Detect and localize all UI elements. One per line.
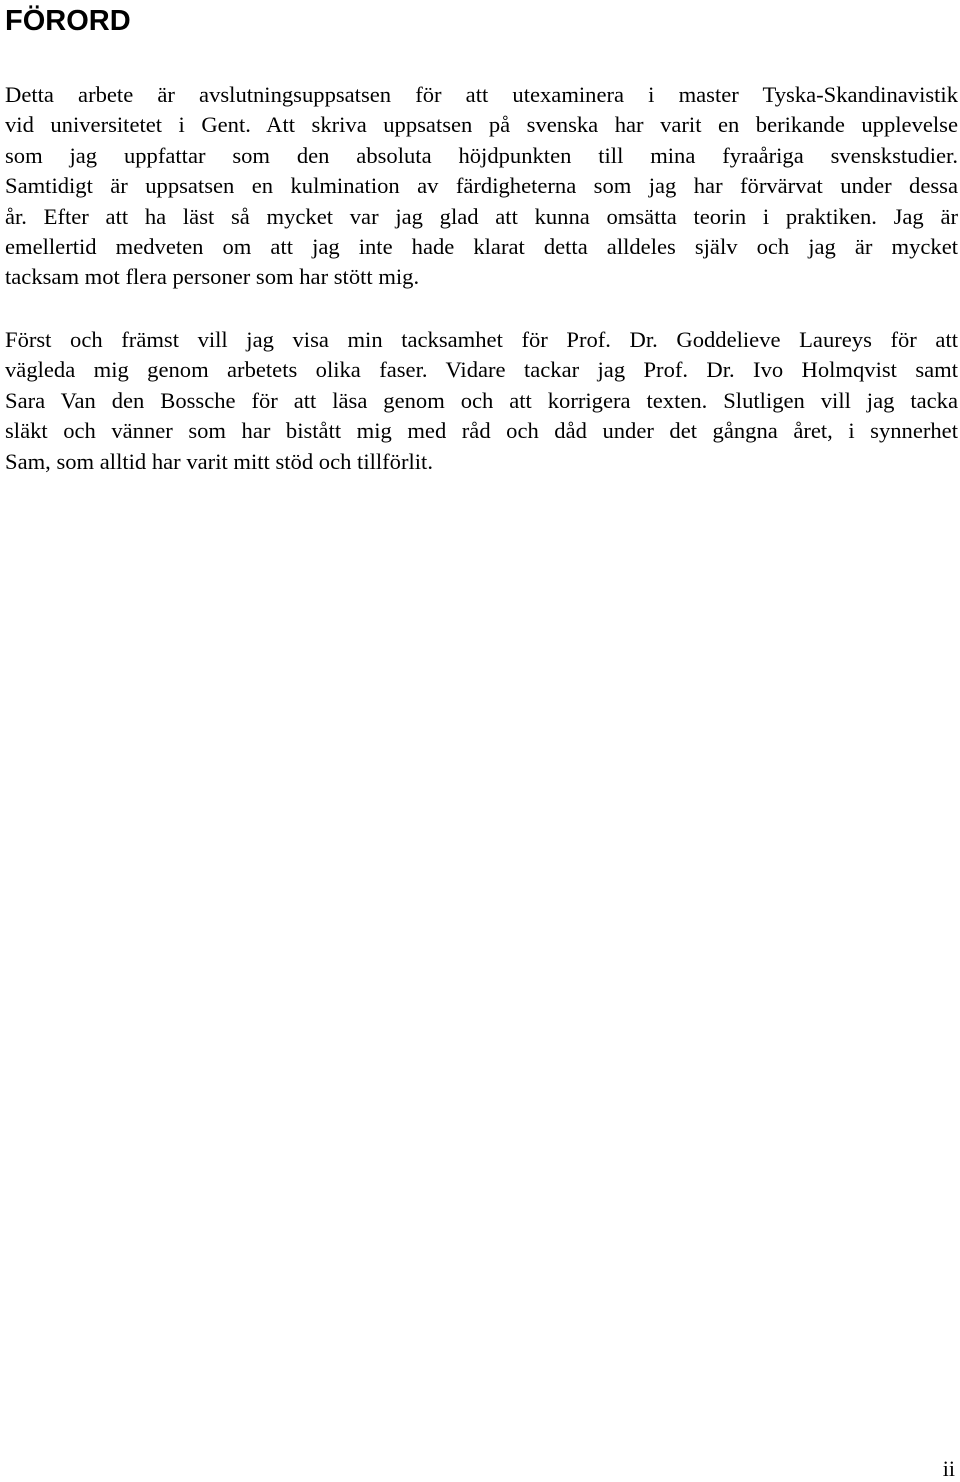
- page-number: ii: [942, 1456, 955, 1481]
- page-heading: FÖRORD: [5, 5, 131, 37]
- paragraph-line: vägleda mig genom arbetets olika faser. Vidare tackar jag Prof. Dr. Ivo Holmqvist samt: [5, 357, 958, 383]
- paragraph-line: år. Efter att ha läst så mycket var jag glad att kunna omsätta teorin i praktiken. Jag är: [5, 203, 958, 229]
- paragraph-line: som jag uppfattar som den absoluta höjdpunkten till mina fyraåriga svenskstudier.: [5, 142, 958, 168]
- paragraph-line: Detta arbete är avslutningsuppsatsen för att utexaminera i master Tyska-Skandinavistik: [5, 82, 958, 107]
- paragraph-line: emellertid medveten om att jag inte hade klarat detta alldeles själv och jag är mycket: [5, 234, 958, 260]
- paragraph-line: Sam, som alltid har varit mitt stöd och tillförlit.: [5, 448, 433, 474]
- foreword-paragraph-1: [5, 80, 958, 293]
- paragraph-line: Sara Van den Bossche för att läsa genom och att korrigera texten. Slutligen vill jag tacka: [5, 387, 958, 413]
- paragraph-line: Samtidigt är uppsatsen en kulmination av färdigheterna som jag har förvärvat under dessa: [5, 173, 958, 199]
- foreword-paragraph-2: [5, 325, 958, 477]
- paragraph-line: Först och främst vill jag visa min tacksamhet för Prof. Dr. Goddelieve Laureys för att: [5, 327, 958, 352]
- paragraph-line: vid universitetet i Gent. Att skriva uppsatsen på svenska har varit en berikande upplevelse: [5, 112, 958, 138]
- paragraph-line: släkt och vänner som har bistått mig med råd och dåd under det gångna året, i synnerhet: [5, 418, 958, 444]
- paragraph-line: tacksam mot flera personer som har stött mig.: [5, 264, 420, 290]
